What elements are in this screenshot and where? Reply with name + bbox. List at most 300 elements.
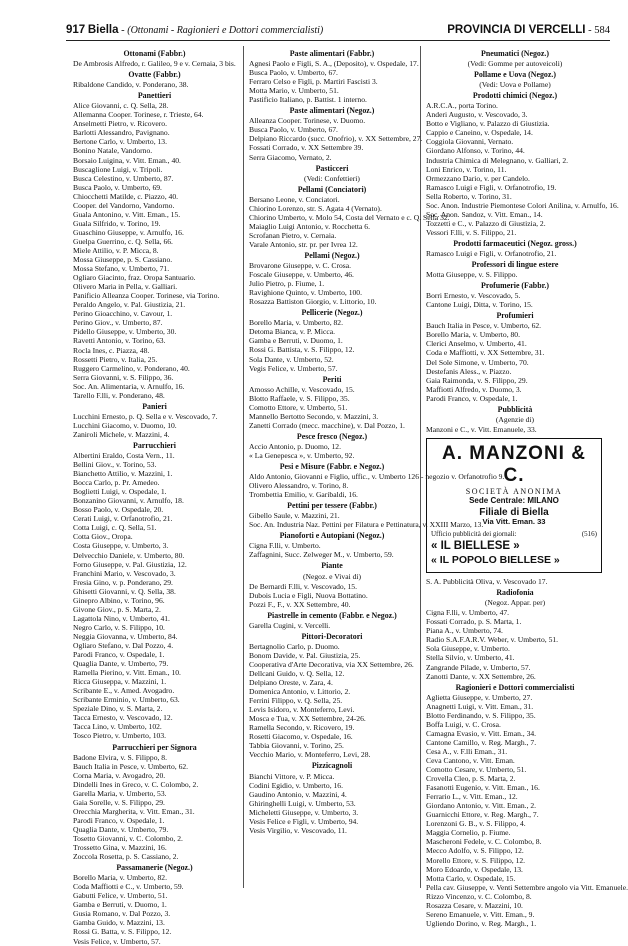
page-number-right: - 584 [588,25,610,36]
ad-logo: A. MANZONI & C. [442,442,586,486]
directory-section [249,308,415,372]
directory-entry: Busca Paolo, v. Umberto, 67. [249,125,338,135]
directory-entry: Guala Antonino, v. Vitt. Eman., 15. [73,209,181,219]
directory-entry: Varale Antonio, str. pr. per Ivrea 12. [249,239,358,249]
directory-entry: Vesis Felice, v. Umberto, 57. [73,936,161,946]
section-title: Periti [322,374,342,384]
directory-entry: Gamba Guido, v. Mazzini, 13. [73,918,165,928]
directory-entry: Bianchetto Attilio, v. Mazzini, 1. [73,469,173,479]
directory-entry: Coda Maffiotti e C., v. Umberto, 59. [73,882,184,892]
directory-section [426,405,604,434]
directory-entry: Giordano Alfonso, v. Torino, 44. [426,146,525,156]
directory-entry: Gaia Sorelle, v. S. Filippo, 29. [73,797,165,807]
section-title: Panieri [142,401,167,411]
column-divider [420,46,421,888]
directory-entry: Bianchi Vittore, v. P. Micca. [249,771,335,781]
directory-entry: Ravighione Quinto, v. Umberto, 100. [249,288,362,298]
section-title: Ovatte (Fabbr.) [128,70,181,80]
directory-section [249,561,415,608]
directory-entry: Garella Maria, v. Umberto, 53. [73,788,167,798]
column-divider [243,46,244,888]
directory-entry: Ramasco Luigi e Figli, v. Orfanotrofio, 19. [426,182,557,192]
directory-entry: Mannello Bertotto Secondo, v. Mazzini, 3. [249,411,379,421]
directory-entry: Rossi G. Battista, v. S. Filippo, 12. [249,345,355,355]
directory-entry: Fossati Corrado, p. S. Marta, 1. [426,617,522,627]
directory-entry: Cappio e Caneino, v. Ospedale, 14. [426,128,533,138]
directory-entry: Sola Dante, v. Umberto, 52. [249,354,334,364]
page-header [66,24,610,41]
directory-entry: Givone Giov., p. S. Marta, 2. [73,604,161,614]
section-title: Pasticceri [315,163,349,173]
town-name: Biella [87,24,119,36]
directory-entry: Cigna F.lli, v. Umberto. [249,541,321,551]
directory-entry: Chiorino Lorenzo, str. S. Agata 4 (Vernato). [249,203,382,213]
header-subtitle: (Ottonami - Ragionieri e Dottori commercialisti) [127,25,324,36]
directory-entry: Trombettia Emilio, v. Garibaldi, 16. [249,490,358,500]
directory-entry: Zanetti Corrado (mecc. macchine), v. Dal Pozzo, 1. [249,420,405,430]
ad-company-type: SOCIETÀ ANONIMA [465,486,563,496]
directory-entry: Scribante E., v. Amed. Avogadro. [73,686,175,696]
directory-entry: Soc. Anon. Industrie Piemontese Colori Anilina, v. Arnulfo, 16. [426,200,619,210]
directory-entry: Franchini Mario, v. Vescovado, 3. [73,568,176,578]
directory-entry: Gaia Raimonda, v. S. Filippo, 29. [426,375,528,385]
directory-entry: Agnesi Paolo e Figli, S. A., (Deposito), v. Ospedale, 17. [249,59,419,69]
section-title: Pizzicagnoli [311,761,353,771]
directory-entry: Forno Giuseppe, v. Pal. Giustizia, 12. [73,559,187,569]
section-title: Profumieri [496,311,534,321]
directory-entry: Badone Elvira, v. S. Filippo, 8. [73,752,168,762]
directory-section [73,743,236,862]
directory-entry: Lagattola Nino, v. Umberto, 41. [73,613,170,623]
directory-section [426,682,628,928]
directory-entry: Maiaglio Luigi Antonio, v. Rocchetta 6. [249,221,370,231]
directory-entry: Bertone Carlo, v. Umberto, 13. [73,137,167,147]
directory-section [73,49,236,68]
directory-entry: Radio S.A.F.A.R.V. Weber, v. Umberto, 51. [426,635,559,645]
directory-entry: Bertagnolio Carlo, p. Duomo. [249,641,340,651]
directory-entry: Soc. An. Alimentaria, v. Arnulfo, 16. [73,381,185,391]
directory-entry: Tabbia Giovanni, v. Torino, 25. [249,741,344,751]
directory-entry: Ghisetti Giovanni, v. Q. Sella, 38. [73,586,176,596]
directory-entry: Borello Maria, v. Umberto, 82. [249,318,343,328]
section-title: Piante [321,561,343,571]
directory-entry: Bauch Italia in Pesce, v. Umberto, 62. [426,321,542,331]
directory-section [426,577,604,586]
directory-entry: Borello Maria, v. Umberto, 82. [73,873,167,883]
directory-entry: Micheletti Giuseppe, v. Umberto, 3. [249,807,359,817]
directory-entry: Soc. Anon. Sandoz, v. Vitt. Eman., 14. [426,209,543,219]
directory-entry: Buscaglione Luigi, v. Tripoli. [73,164,163,174]
directory-entry: Blotto Raffaele, v. S. Filippo, 35. [249,393,350,403]
directory-entry: Ugliendo Dorino, v. Reg. Margh., 1. [426,918,537,928]
directory-entry: Ramella Pierino, v. Vitt. Eman., 10. [73,668,181,678]
directory-entry: « La Genepesca », v. Umberto, 92. [249,450,355,460]
directory-entry: Morello Ettore, v. S. Filippo, 12. [426,855,526,865]
directory-entry: Dubois Lucia e Figli, Nuova Bottatino. [249,590,368,600]
directory-entry: Julio Pietro, p. Fiume, 1. [249,279,325,289]
directory-entry: Delvecchio Daniele, v. Umberto, 80. [73,550,185,560]
directory-section [249,611,415,630]
ad-headquarters: Sede Centrale: MILANO [469,495,559,505]
directory-entry: Busca Paolo, v. Umberto, 67. [249,68,338,78]
directory-entry: De Ambrosis Alfredo, r. Galileo, 9 e v. Cernaia, 3 bis. [73,59,236,69]
section-title: Pianoforti e Autopiani (Negoz.) [279,531,385,541]
directory-entry: Camagna Evasio, v. Vitt. Eman., 34. [426,728,537,738]
directory-entry: Gamba e Berruti, v. Duomo, 1. [249,336,343,346]
directory-entry: Rosetti Giacomo, v. Ospedale, 16. [249,732,353,742]
directory-entry: Zangrande Pilade, v. Umberto, 57. [426,662,531,672]
directory-entry: Rossetti Pietro, v. Italia, 25. [73,354,158,364]
directory-entry: Codini Egidio, v. Umberto, 16. [249,780,344,790]
section-title: Radiofonia [496,588,534,598]
section-title: Pubblicità [497,404,533,414]
directory-entry: Tacca Lino, v. Umberto, 102. [73,722,162,732]
directory-entry: Brovarone Giuseppe, v. C. Crosa. [249,261,352,271]
directory-entry: Gusia Romano, v. Dal Pozzo, 3. [73,909,171,919]
directory-section [73,91,236,400]
directory-entry: Dellcani Guido, v. Q. Sella, 12. [249,669,345,678]
section-title: Panettieri [137,91,172,101]
section-title: Pesi e Misure (Fabbr. e Negoz.) [279,462,385,472]
directory-section [249,49,419,105]
section-title: Paste alimentari (Fabbr.) [289,49,375,58]
directory-entry: Piana A., v. Umberto, 74. [426,626,503,636]
directory-entry: Industria Chimica di Melegnano, v. Galliari, 2. [426,155,569,165]
header-left: 917 Biella - (Ottonami - Ragionieri e Dottori commercialisti) [66,24,324,36]
directory-section [249,164,415,183]
directory-entry: Ramasco Luigi e Figli, v. Orfanotrofio, 21. [426,248,557,258]
directory-section [426,588,604,680]
directory-entry: Ricca Giuseppa, v. Mazzini, 1. [73,677,167,687]
directory-entry: Crovella Cleo, p. S. Marta, 2. [426,774,516,784]
section-title: Profumerie (Fabbr.) [481,281,549,291]
directory-entry: Corna Maria, v. Avogadro, 20. [73,770,166,780]
directory-entry: Cigna F.lli, v. Umberto, 47. [426,608,510,618]
directory-entry: Ghiringhelli Luigi, v. Umberto, 53. [249,798,356,808]
directory-entry: Loni Enrico, v. Torino, 11. [426,164,507,174]
directory-entry: Del Sole Simone, v. Umberto, 70. [426,357,529,367]
directory-entry: Motta Giuseppe, v. S. Filippo. [426,270,518,280]
directory-entry: Mossa Giuseppe, p. S. Cassiano. [73,255,173,265]
section-note: (Agenzie di) [495,414,535,424]
directory-entry: Clerici Anselmo, v. Umberto, 41. [426,339,527,349]
directory-entry: Lucchini Ernesto, p. Q. Sella e v. Vescovado, 7. [73,411,218,421]
directory-entry: Zanotti Dante, v. XX Settembre, 26. [426,671,536,681]
ad-office-note: Ufficio pubblicità dei giornali: [431,530,517,539]
directory-entry: Guelpa Guerrino, c. Q. Sella, 66. [73,236,173,246]
directory-entry: Albertini Eraldo, Costa Vern., 11. [73,451,175,461]
directory-entry: Pozzi F., F., v. XX Settembre, 40. [249,599,351,609]
directory-entry: Coggiola Giovanni, Vernato. [426,137,514,147]
directory-section [426,49,604,68]
directory-entry: Sella Roberto, v. Torino, 31. [426,191,512,201]
directory-entry: Cotta Luigi, c. Q. Sella, 51. [73,523,157,533]
directory-entry: Ogliaro Stefano, v. Dal Pozzo, 4. [73,641,174,650]
directory-entry: Cotta Giov., Oropa. [73,532,133,542]
directory-entry: Guaschino Giuseppe, v. Arnulfo, 16. [73,227,184,237]
directory-entry: Lucchini Giacomo, v. Duomo, 10. [73,420,177,430]
directory-section [426,91,619,237]
directory-entry: Costa Giuseppe, v. Umberto, 3. [73,541,169,551]
directory-entry: Scribante Erminio, v. Umberto, 63. [73,695,180,705]
directory-section [426,281,604,309]
directory-section [249,462,505,500]
directory-entry: Fossati Corrado, v. XX Settembre 39. [249,143,364,153]
directory-entry: Barlotti Alessandro, Pavignano. [73,128,170,138]
directory-entry: Busca Celestino, v. Umberto, 87. [73,173,174,183]
directory-entry: Scrofanan Pietro, v. Cernaia. [249,230,337,240]
directory-entry: Gamba e Berruti, v. Duomo, 1. [73,900,167,910]
directory-entry: Fresia Gino, v. p. Ponderano, 29. [73,577,173,587]
directory-entry: Ginepro Albino, v. Torino, 96. [73,595,165,605]
directory-entry: Coda e Maffiotti, v. XX Settembre, 31. [426,348,545,358]
directory-entry: Motta Mario, v. Umberto, 51. [249,86,339,96]
directory-entry: Orecchia Margherita, v. Vitt. Eman., 31. [73,806,195,816]
header-right [447,24,610,36]
directory-entry: Pastificio Italiano, p. Battist. 1 interno. [249,95,367,105]
section-title: Pellami (Negoz.) [304,250,360,260]
directory-entry: Comotto Cesare, v. Umberto, 51. [426,765,527,775]
section-title: Parrucchieri [133,440,176,450]
directory-entry: Rosazza Battiston Giorgio, v. Littorio, 10. [249,297,377,307]
directory-entry: Ramella Secondo, v. Ricovero, 19. [249,723,355,733]
column-1 [73,47,236,946]
section-title: Prodotti farmaceutici (Negoz. gross.) [453,238,577,248]
ad-newspaper: « IL POPOLO BIELLESE » [431,554,560,567]
directory-entry: Busca Paolo, v. Umberto, 69. [73,182,162,192]
directory-entry: Vessori F.lli, v. S. Filippo, 21. [426,227,517,237]
directory-entry: Zoccola Rosetta, p. S. Cassiano, 2. [73,852,179,862]
directory-section [249,106,423,162]
ad-address: Via Vitt. Eman. 33 [482,517,546,527]
ad-newspaper: « IL BIELLESE » [431,540,520,553]
directory-entry: Speziale Dino, v. S. Marta, 2. [73,704,163,714]
directory-section [73,70,236,89]
section-title: Pittori-Decoratori [301,631,363,641]
section-title: Pesce fresco (Negoz.) [296,431,368,441]
section-title: Ragionieri e Dottori commercialisti [455,682,575,692]
directory-entry: Giordano Antonio, v. Vitt. Eman., 2. [426,801,537,811]
section-title: Pettini per tessere (Fabbr.) [287,501,377,511]
directory-entry: Ferraro Celso e Figli, p. Martiri Fascisti 3. [249,77,378,87]
directory-entry: Cesa A., v. F.lli Eman., 31. [426,746,508,756]
directory-entry: Sereno Emanuele, v. Vitt. Eman., 9. [426,909,535,919]
directory-entry: Accio Antonio, p. Duomo, 12. [249,441,341,451]
directory-entry: A.R.C.A., porta Torino. [426,101,498,111]
directory-entry: Motta Carlo, v. Ospedale, 15. [426,873,516,883]
directory-entry: Olivero Maria in Pella, v. Galliari. [73,282,178,292]
directory-section [249,531,415,559]
section-title: Pellami (Conciatori) [297,184,367,194]
directory-entry: Guala Silfrido, v. Torino, 19. [73,218,161,228]
page-number-left: 917 [66,24,86,36]
directory-entry: Detoma Bianca, v. P. Micca. [249,327,335,337]
directory-entry: Bonom Davide, v. Pal. Giustizia, 25. [249,650,361,660]
directory-entry: Allemanna Cooper. Torinese, r. Trieste, 64. [73,110,204,120]
directory-entry: Parodi Franco, v. Ospedale, 1. [73,815,165,825]
directory-entry: Parodi Franco, v. Ospedale, 1. [73,650,165,660]
directory-entry: Ruggero Carmelino, v. Ponderano, 40. [73,363,190,373]
directory-section [249,632,415,760]
directory-entry: Dindelli Ines in Greco, v. C. Colombo, 2. [73,779,199,789]
directory-entry: Bellini Giov., v. Torino, 53. [73,460,157,470]
directory-entry: Cooperativa d'Arte Decorativa, via XX Settembre, 26. [249,659,414,669]
directory-entry: Perino Giov., v. Umberto, 87. [73,318,163,328]
directory-entry: Bosso Paolo, v. Ospedale, 20. [73,505,164,515]
directory-entry: Vesis Virgilio, v. Vescovado, 11. [249,825,347,835]
directory-entry: Miele Attilio, v. P. Micca, 8. [73,245,159,255]
directory-entry: Ravetti Antonio, v. Torino, 63. [73,336,166,346]
advertisement-box [426,438,602,573]
province-name: PROVINCIA DI VERCELLI [447,24,586,36]
directory-entry: Lorenzoni G. B., v. S. Filippo, 4. [426,819,526,829]
directory-entry: Alleanza Cooper. Torinese, v. Duomo. [249,116,366,126]
section-title: Passamanerie (Negoz.) [116,863,193,873]
ad-office-line [431,530,597,539]
directory-entry: Vegis Felice, v. Umberto, 57. [249,363,338,373]
directory-entry: Quaglia Dante, v. Umberto, 79. [73,659,169,669]
directory-entry: Manzoni e C., v. Vitt. Emanuele, 33. [426,424,537,434]
directory-entry: Quaglia Dante, v. Umberto, 79. [73,824,169,834]
directory-entry: Domenica Antonio, v. Littorio, 2. [249,687,351,697]
directory-entry: Mascheroni Fedele, v. C. Colombo, 8. [426,837,542,847]
directory-entry: Negro Carlo, v. S. Filippo, 10. [73,622,165,632]
directory-section [249,432,415,460]
directory-section [73,441,236,741]
directory-entry: Borello Maria, v. Umberto, 80. [426,330,520,340]
directory-entry: Borsaio Luigina, v. Vitt. Eman., 40. [73,155,181,165]
directory-section [426,260,604,279]
directory-entry: Gibello Saule, v. Mazzini, 21. [249,511,340,521]
directory-entry: Zaniroli Michele, v. Mazzini, 4. [73,429,170,439]
section-note: (Vedi: Gomme per autoveicoli) [467,59,563,69]
directory-entry: Tozzetti e C., v. Palazzo di Giustizia, 2. [426,218,546,228]
directory-entry: Guarnicchi Ettore, v. Reg. Margh., 7. [426,810,539,820]
directory-entry: Soc. An. Industria Naz. Pettini per Filatura e Pettinatura, v. XXIII Marzo, 13. [249,520,484,530]
directory-entry: Ogliaro Giacinto, fraz. Oropa Santuario. [73,273,196,283]
directory-entry: Levis Isidoro, v. Monteferro, Levi. [249,705,355,715]
directory-entry: Sola Giuseppe, v. Umberto. [426,644,510,654]
section-title: Professori di lingue estere [471,260,559,270]
directory-entry: Rossi G. Batta, v. S. Filippo, 12. [73,927,172,937]
directory-entry: Comotto Ettore, v. Umberto, 51. [249,402,348,412]
directory-entry: Bersano Leone, v. Conciatori. [249,194,340,204]
directory-entry: Tosco Pietro, v. Umberto, 103. [73,731,167,741]
directory-entry: Aldo Antonio, Giovanni e Figlio, uffic., v. Umberto 126 - negozio v. Orfanotrofio 9. [249,472,505,482]
directory-entry: Tosetto Giovanni, v. C. Colombo, 2. [73,833,183,843]
directory-entry: Mossa Stefano, v. Umberto, 71. [73,264,170,274]
directory-entry: Neggia Giovanna, v. Umberto, 84. [73,631,178,641]
directory-entry: Moro Edoardo, v. Ospedale, 13. [426,864,523,874]
directory-section [73,402,236,439]
directory-entry: Anagnetti Luigi, v. Vitt. Eman., 31. [426,701,534,711]
section-title: Parrucchieri per Signora [112,742,197,752]
directory-entry: Aglietta Giuseppe, v. Umberto, 27. [426,692,533,702]
directory-entry: Amosso Achille, v. Vescovado, 15. [249,384,355,394]
directory-entry: S. A. Pubblicità Oliva, v. Vescovado 17. [426,577,548,587]
directory-entry: Zaffagnini, Succ. Zelweger M., v. Umberto, 59. [249,550,394,560]
directory-entry: Panificio Alleanza Cooper. Torinese, via Torino. [73,291,220,301]
directory-entry: Alice Giovanni, c. Q. Sella, 28. [73,101,169,111]
directory-entry: Mosca e Tua, v. XX Settembre, 24-26. [249,714,366,724]
directory-entry: Ceva Cantono, v. Vitt. Eman. [426,756,515,765]
directory-entry: Ribaldone Candido, v. Ponderano, 38. [73,80,189,90]
directory-entry: Botto e Vigliano, v. Palazzo di Giustizia. [426,119,550,129]
directory-entry: Serra Giacomo, Vernato, 2. [249,152,332,162]
section-title: Piastrelle in cemento (Fabbr. e Negoz.) [267,610,397,620]
directory-section [249,501,484,530]
directory-entry: De Bernardi F.lli, v. Vescovado, 15. [249,581,358,591]
directory-entry: Maggia Cornelio, p. Fiume. [426,828,511,838]
directory-section [249,375,415,430]
section-title: Paste alimentari (Negoz.) [289,106,375,116]
directory-entry: Rosazza Cesare, v. Mazzini, 10. [426,900,523,910]
directory-entry: Bocca Carlo, p. Pr. Amedeo. [73,478,160,488]
directory-section [249,761,415,834]
directory-entry: Tacca Ernesto, v. Vescovado, 12. [73,713,173,723]
section-title: Pollame e Uova (Negoz.) [474,70,556,80]
directory-entry: Ormezzano Dario, v. per Candelo. [426,173,530,183]
directory-entry: Gaudino Antonio, v. Mazzini, 4. [249,789,347,799]
section-note: (Negoz. e Vivai di) [302,571,362,581]
ad-office-code: (516) [581,530,597,539]
directory-entry: Bonino Natale, Vandorno. [73,146,153,156]
directory-entry: Chiorino Umberto, v. Molo 54, Costa del Vernato e c. Q. Sella 32. [249,212,450,222]
directory-entry: Mecco Adolfo, v. S. Filippo, 12. [426,846,524,856]
directory-entry: Chiocchetti Matilde, c. Piazzo, 40. [73,191,179,201]
directory-entry: Gabutti Felice, v. Umberto, 51. [73,891,168,901]
directory-entry: Ferrario L., v. Vitt. Eman., 12. [426,792,518,802]
directory-entry: Bonzanino Giovanni, v. Arnulfo, 18. [73,496,184,506]
section-title: Ottonami (Fabbr.) [123,49,186,58]
directory-entry: Anderi Augusto, v. Vescovado, 3. [426,110,528,120]
section-note: (Vedi: Uova e Pollame) [479,80,551,90]
section-title: Pellicerie (Negoz.) [301,308,363,318]
directory-entry: Trossetto Gina, v. Mazzini, 16. [73,843,167,853]
directory-section [73,863,236,945]
directory-entry: Blotto Ferdinando, v. S. Filippo, 35. [426,710,536,720]
section-note: (Vedi: Confettieri) [304,173,360,183]
directory-entry: Ferrini Filippo, v. Q. Sella, 25. [249,696,343,706]
directory-entry: Cantone Luigi, Ditta, v. Torino, 15. [426,300,533,310]
directory-section [249,184,450,249]
directory-section [426,311,604,402]
directory-entry: Foscale Giuseppe, v. Umberto, 46. [249,270,354,280]
directory-entry: Anselmetti Pietro, v. Ricovero. [73,119,167,129]
directory-entry: Rizzo Vincenzo, v. C. Colombo, 8. [426,891,532,901]
directory-entry: Boglietti Luigi, v. Ospedale, 1. [73,487,167,497]
directory-entry: Bauch Italia in Pesce, v. Umberto, 62. [73,761,189,771]
directory-entry: Vecchio Mario, v. Monteferro, Levi, 28. [249,750,371,760]
directory-section [426,239,604,258]
directory-entry: Stella Silvio, v. Umberto, 41. [426,653,515,663]
directory-section [426,70,604,89]
directory-entry: Cooper. del Vandorno, Vandorno. [73,200,175,210]
directory-entry: Fasanotti Eugenio, v. Vitt. Eman., 16. [426,783,540,793]
directory-entry: Tarello F.lli, v. Ponderano, 48. [73,390,165,400]
section-note: (Negoz. Appar. per) [484,598,546,608]
directory-entry: Cantone Camillo, v. Reg. Margh., 7. [426,737,537,747]
directory-entry: Perino Gioacchino, v. Cavour, 1. [73,309,173,319]
directory-entry: Olivero Alessandro, v. Torino, 8. [249,481,349,491]
column-3 [426,47,628,928]
directory-entry: Delpiano Riccardo (succ. Onofrio), v. XX Settembre, 27. [249,134,423,144]
directory-entry: Parodi Franco, v. Ospedale, 1. [426,393,518,403]
directory-entry: Delpiano Oreste, v. Zara, 4. [249,678,333,688]
directory-entry: Destefanis Aless., v. Piazzo. [426,366,512,376]
directory-entry: Vesis Felice e Figli, v. Umberto, 94. [249,816,359,826]
directory-section [249,251,415,306]
